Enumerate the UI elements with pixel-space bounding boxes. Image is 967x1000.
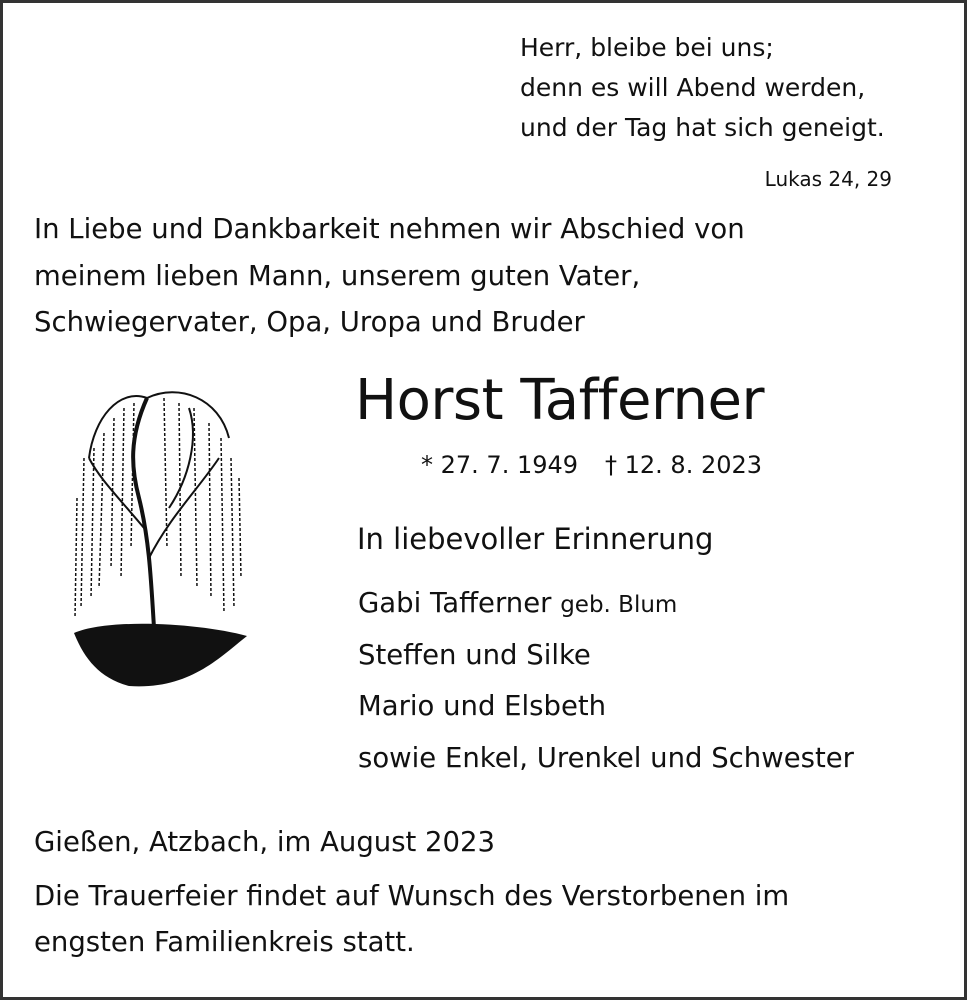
deceased-name: Horst Tafferner	[355, 368, 764, 433]
family-line: Steffen und Silke	[358, 639, 591, 671]
ceremony-line: engsten Familienkreis statt.	[34, 926, 415, 958]
ceremony-line: Die Trauerfeier findet auf Wunsch des Verstorbenen im	[34, 880, 790, 912]
death-date: † 12. 8. 2023	[605, 451, 763, 479]
maiden-name: geb. Blum	[560, 592, 678, 618]
quote-line: Herr, bleibe bei uns;	[520, 33, 774, 62]
quote-line: denn es will Abend werden,	[520, 73, 866, 102]
quote-line: und der Tag hat sich geneigt.	[520, 113, 885, 142]
quote-source: Lukas 24, 29	[764, 167, 892, 191]
place-date: Gießen, Atzbach, im August 2023	[34, 826, 496, 858]
family-name: Gabi Tafferner	[358, 587, 552, 619]
family-line: Mario und Elsbeth	[358, 690, 607, 722]
intro-line: meinem lieben Mann, unserem guten Vater,	[34, 260, 641, 292]
intro-line: In Liebe und Dankbarkeit nehmen wir Abschied von	[34, 213, 745, 245]
family-line	[358, 587, 678, 619]
birth-date: * 27. 7. 1949	[421, 451, 579, 479]
intro-line: Schwiegervater, Opa, Uropa und Bruder	[34, 306, 585, 338]
family-line: sowie Enkel, Urenkel und Schwester	[358, 742, 854, 774]
weeping-willow-icon	[69, 378, 249, 698]
remembrance-heading: In liebevoller Erinnerung	[357, 522, 714, 556]
